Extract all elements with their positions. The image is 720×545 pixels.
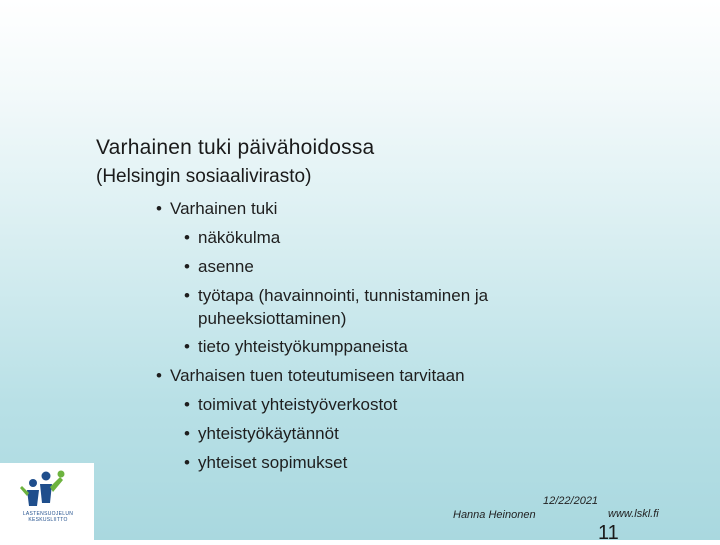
slide-subtitle: (Helsingin sosiaalivirasto) bbox=[96, 166, 312, 187]
bullet-item bbox=[184, 395, 397, 415]
bullet-item bbox=[184, 424, 339, 444]
bullet-glyph: • bbox=[184, 337, 190, 356]
bullet-item bbox=[156, 366, 465, 386]
bullet-item bbox=[184, 453, 347, 473]
bullet-glyph: • bbox=[184, 257, 190, 276]
bullet-text: näkökulma bbox=[198, 228, 281, 247]
bullet-glyph: • bbox=[184, 453, 190, 472]
slide-title: Varhainen tuki päivähoidossa bbox=[96, 136, 375, 159]
bullet-item bbox=[184, 337, 408, 357]
bullet-text: Varhainen tuki bbox=[170, 199, 278, 218]
bullet-item bbox=[184, 257, 254, 277]
footer-author: Hanna Heinonen bbox=[453, 509, 536, 521]
bullet-text: tieto yhteistyökumppaneista bbox=[198, 337, 408, 356]
bullet-glyph: • bbox=[156, 199, 162, 218]
bullet-glyph: • bbox=[156, 366, 162, 385]
bullet-glyph: • bbox=[184, 424, 190, 443]
bullet-text: puheeksiottaminen) bbox=[198, 309, 347, 328]
bullet-continuation bbox=[198, 309, 346, 329]
bullet-glyph: • bbox=[184, 286, 190, 305]
bullet-text: yhteistyökäytännöt bbox=[198, 424, 339, 443]
bullet-item bbox=[184, 286, 488, 306]
bullet-text: Varhaisen tuen toteutumiseen tarvitaan bbox=[170, 366, 465, 385]
bullet-text: asenne bbox=[198, 257, 254, 276]
footer-date: 12/22/2021 bbox=[543, 495, 599, 507]
organization-logo bbox=[0, 463, 94, 540]
page-number: 11 bbox=[598, 522, 619, 544]
bullet-item bbox=[184, 228, 280, 248]
bullet-text: työtapa (havainnointi, tunnistaminen ja bbox=[198, 286, 489, 305]
bullet-text: toimivat yhteistyöverkostot bbox=[198, 395, 398, 414]
bullet-text: yhteiset sopimukset bbox=[198, 453, 348, 472]
bullet-glyph: • bbox=[184, 395, 190, 414]
people-figures-logo-icon bbox=[0, 463, 94, 513]
logo-text: LASTENSUOJELUN KESKUSLIITTO bbox=[22, 511, 74, 523]
bullet-glyph: • bbox=[184, 228, 190, 247]
footer-url: www.lskl.fi bbox=[608, 508, 659, 520]
bullet-item bbox=[156, 199, 277, 219]
